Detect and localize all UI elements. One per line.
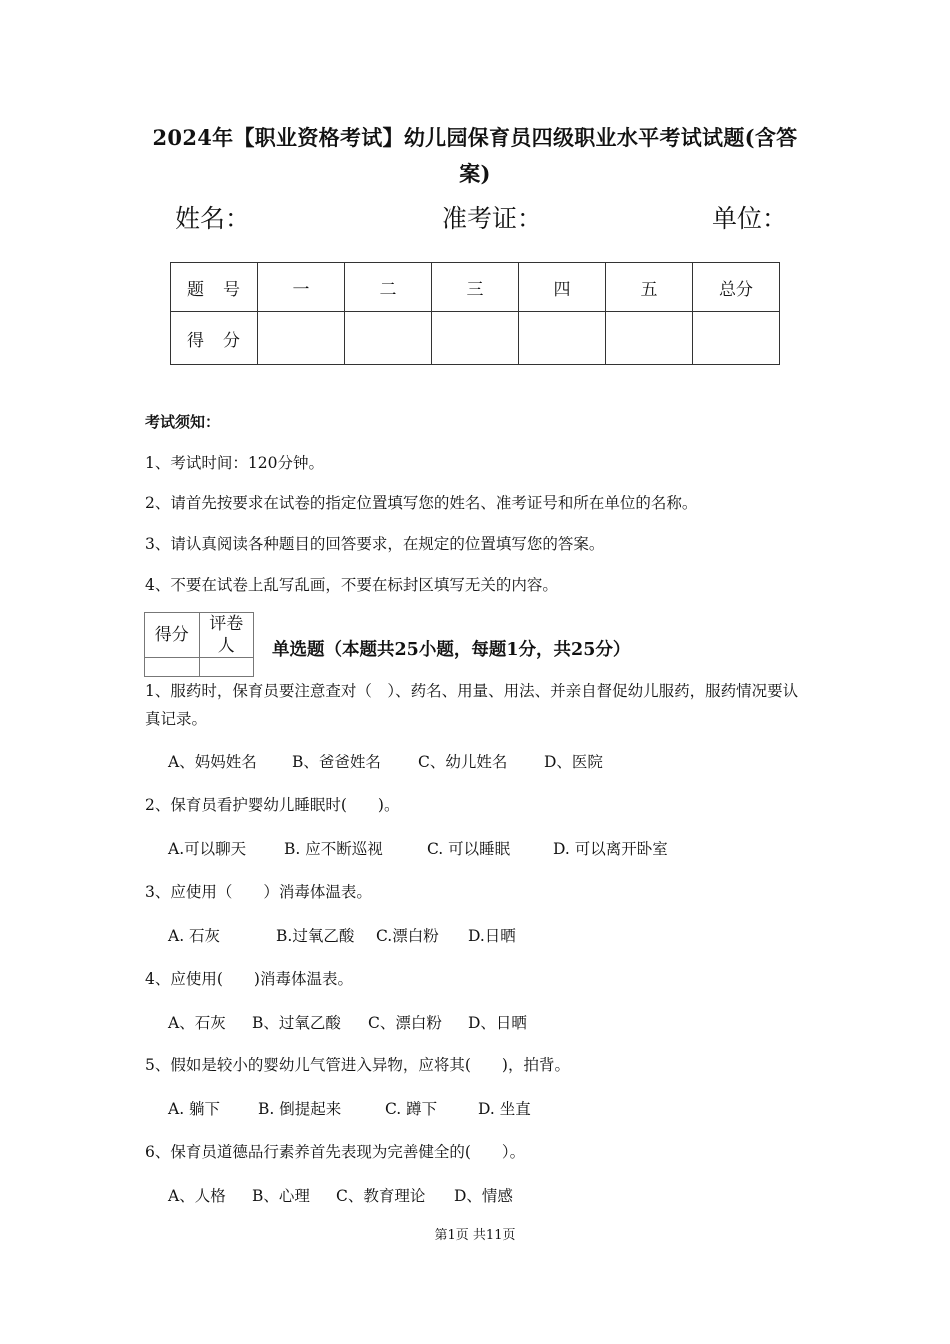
score-table-col-2: 二 [345, 263, 432, 312]
score-table-row2-label: 得 分 [171, 312, 258, 365]
notice-title: 考试须知： [145, 413, 221, 431]
option: C.漂白粉 [376, 927, 439, 945]
option: D、医院 [544, 753, 603, 771]
notice-item: 3、请认真阅读各种题目的回答要求，在规定的位置填写您的答案。 [145, 535, 605, 553]
score-table-col-1: 一 [258, 263, 345, 312]
score-table-col-total: 总分 [693, 263, 780, 312]
notice-item: 4、不要在试卷上乱写乱画，不要在标封区填写无关的内容。 [145, 576, 558, 594]
option: C. 可以睡眠 [427, 840, 511, 858]
grader-reviewer-label: 评卷人 [199, 613, 254, 658]
option: B、爸爸姓名 [292, 753, 381, 771]
option: B、过氧乙酸 [252, 1014, 341, 1032]
question-options [168, 1097, 531, 1121]
name-field-label: 姓名： [175, 204, 251, 233]
grader-score-cell [145, 658, 200, 677]
option: B. 应不断巡视 [284, 840, 383, 858]
option: C、漂白粉 [368, 1014, 442, 1032]
option: D、日晒 [468, 1014, 527, 1032]
question-options [168, 1184, 513, 1208]
grader-score-label: 得分 [145, 613, 200, 658]
question-stem: 4、应使用( )消毒体温表。 [145, 970, 353, 988]
option: A.可以聊天 [168, 840, 247, 858]
score-table-col-3: 三 [432, 263, 519, 312]
score-cell [693, 312, 780, 365]
unit-field-label: 单位： [712, 204, 788, 233]
score-cell [345, 312, 432, 365]
notice-item: 2、请首先按要求在试卷的指定位置填写您的姓名、准考证号和所在单位的名称。 [145, 494, 698, 512]
exam-id-field-label: 准考证： [442, 204, 543, 233]
option: B.过氧乙酸 [276, 927, 355, 945]
option: C. 蹲下 [385, 1100, 438, 1118]
score-cell [258, 312, 345, 365]
option: D.日晒 [468, 927, 516, 945]
score-table [170, 262, 780, 365]
score-table-col-5: 五 [606, 263, 693, 312]
question-options [168, 750, 603, 774]
option: B. 倒提起来 [258, 1100, 342, 1118]
question-stem: 2、保育员看护婴幼儿睡眠时( )。 [145, 796, 400, 814]
question-stem: 3、应使用（ ）消毒体温表。 [145, 883, 372, 901]
question-stem: 6、保育员道德品行素养首先表现为完善健全的( ）。 [145, 1143, 526, 1161]
exam-title: 2024年【职业资格考试】幼儿园保育员四级职业水平考试试题(含答案) [152, 125, 798, 186]
score-table-col-4: 四 [519, 263, 606, 312]
question-options [168, 837, 668, 861]
option: D、情感 [454, 1187, 513, 1205]
question-options [168, 924, 516, 948]
option: D. 可以离开卧室 [553, 840, 668, 858]
score-cell [432, 312, 519, 365]
option: A、人格 [168, 1187, 226, 1205]
score-table-row1-label: 题 号 [171, 263, 258, 312]
section-title: 单选题（本题共25小题，每题1分，共25分） [272, 640, 631, 660]
option: C、教育理论 [336, 1187, 426, 1205]
option: A、石灰 [168, 1014, 226, 1032]
option: A. 石灰 [168, 927, 221, 945]
notice-item: 1、考试时间：120分钟。 [145, 454, 324, 472]
question-stem: 1、服药时，保育员要注意查对（ ）、药名、用量、用法、并亲自督促幼儿服药，服药情况要认真记录。 [145, 682, 799, 728]
score-cell [606, 312, 693, 365]
page-footer: 第1页 共11页 [434, 1228, 516, 1243]
grader-box [144, 612, 254, 677]
option: D. 坐直 [478, 1100, 531, 1118]
option: A、妈妈姓名 [168, 753, 257, 771]
question-stem: 5、假如是较小的婴幼儿气管进入异物，应将其( )，拍背。 [145, 1056, 570, 1074]
question-options [168, 1011, 527, 1035]
grader-reviewer-cell [199, 658, 254, 677]
score-cell [519, 312, 606, 365]
option: A. 躺下 [168, 1100, 221, 1118]
option: C、幼儿姓名 [418, 753, 508, 771]
option: B、心理 [252, 1187, 310, 1205]
